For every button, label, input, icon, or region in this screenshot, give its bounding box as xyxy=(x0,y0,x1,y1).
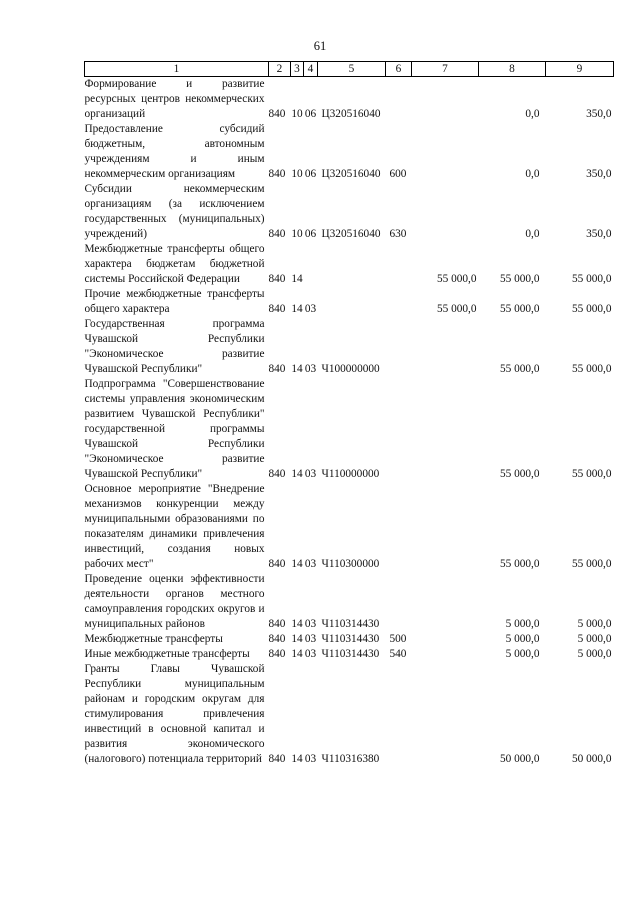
ministry-code: 840 xyxy=(268,648,286,660)
budget-table xyxy=(84,61,614,767)
expense-type-code xyxy=(386,377,412,482)
table-row xyxy=(85,482,614,572)
amount-col-7: 55 000,0 xyxy=(436,273,477,285)
section-code: 14 xyxy=(291,468,303,480)
subsection-code: 03 xyxy=(304,618,317,630)
amount-col-8: 5 000,0 xyxy=(505,618,540,630)
subsection-code: 03 xyxy=(304,753,317,765)
ministry-code: 840 xyxy=(268,558,286,570)
table-row xyxy=(85,317,614,377)
table-row xyxy=(85,122,614,182)
subsection-code: 06 xyxy=(304,108,317,120)
amount-col-8: 55 000,0 xyxy=(499,303,540,315)
table-row xyxy=(85,77,614,123)
expense-type-code xyxy=(386,482,412,572)
section-code: 14 xyxy=(291,558,303,570)
amount-col-9: 50 000,0 xyxy=(571,753,612,765)
column-header: 4 xyxy=(304,62,318,77)
expense-type-code xyxy=(386,242,412,287)
amount-col-7 xyxy=(412,377,479,482)
row-title: Иные межбюджетные трансферты xyxy=(84,648,250,660)
row-title: Субсидии некоммерческим организациям (за исключением государственных (муниципальных) учреждений) xyxy=(84,183,265,240)
target-article-code: Ц320516040 xyxy=(321,228,381,240)
ministry-code: 840 xyxy=(268,633,286,645)
target-article-code: Ц320516040 xyxy=(321,168,381,180)
row-title: Основное мероприятие "Внедрение механизмов конкуренции между муниципальными образованиями по показателям динамики привлечения инвестиций, создания новых рабочих мест" xyxy=(84,483,265,570)
amount-col-7 xyxy=(412,482,479,572)
amount-col-8: 55 000,0 xyxy=(499,273,540,285)
subsection-code xyxy=(304,242,318,287)
section-code: 14 xyxy=(291,363,303,375)
table-row xyxy=(85,182,614,242)
amount-col-8: 55 000,0 xyxy=(499,363,540,375)
table-row xyxy=(85,287,614,317)
section-code: 14 xyxy=(291,618,303,630)
subsection-code: 03 xyxy=(304,633,317,645)
table-row xyxy=(85,662,614,767)
table-row xyxy=(85,632,614,647)
subsection-code: 06 xyxy=(304,168,317,180)
section-code: 10 xyxy=(291,228,303,240)
amount-col-8: 0,0 xyxy=(525,228,540,240)
amount-col-7 xyxy=(412,662,479,767)
ministry-code: 840 xyxy=(268,303,286,315)
amount-col-9: 5 000,0 xyxy=(577,648,612,660)
column-header: 3 xyxy=(291,62,304,77)
section-code: 14 xyxy=(291,273,303,285)
amount-col-7 xyxy=(412,632,479,647)
column-header: 1 xyxy=(85,62,269,77)
amount-col-8: 55 000,0 xyxy=(499,558,540,570)
column-header: 2 xyxy=(269,62,291,77)
target-article-code: Ч110300000 xyxy=(321,558,380,570)
row-title: Прочие межбюджетные трансферты общего характера xyxy=(84,288,265,315)
amount-col-9: 5 000,0 xyxy=(577,618,612,630)
amount-col-9: 350,0 xyxy=(586,108,612,120)
row-title: Предоставление субсидий бюджетным, автономным учреждениям и иным некоммерческим организациям xyxy=(84,123,265,180)
amount-col-9: 55 000,0 xyxy=(571,363,612,375)
target-article-code: Ч110000000 xyxy=(321,468,380,480)
target-article-code: Ц320516040 xyxy=(321,108,381,120)
table-body xyxy=(85,77,614,768)
ministry-code: 840 xyxy=(268,753,286,765)
section-code: 14 xyxy=(291,753,303,765)
target-article-code: Ч110314430 xyxy=(321,648,380,660)
subsection-code: 03 xyxy=(304,363,317,375)
row-title: Проведение оценки эффективности деятельности органов местного самоуправления городских округов и муниципальных районов xyxy=(84,573,265,630)
column-header: 7 xyxy=(412,62,479,77)
section-code: 10 xyxy=(291,168,303,180)
row-title: Государственная программа Чувашской Республики "Экономическое развитие Чувашской Республики" xyxy=(84,318,265,375)
expense-type-code xyxy=(386,317,412,377)
amount-col-7 xyxy=(412,182,479,242)
target-article-code: Ч100000000 xyxy=(321,363,380,375)
row-title: Гранты Главы Чувашской Республики муниципальным районам и городским округам для стимулирования привлечения инвестиций в основной капитал и развития экономического (налогового) потенциала территорий xyxy=(84,663,265,765)
column-header: 6 xyxy=(386,62,412,77)
ministry-code: 840 xyxy=(268,363,286,375)
amount-col-8: 0,0 xyxy=(525,108,540,120)
row-title: Межбюджетные трансферты общего характера бюджетам бюджетной системы Российской Федерации xyxy=(84,243,265,285)
target-article-code xyxy=(318,242,386,287)
section-code: 14 xyxy=(291,648,303,660)
expense-type-code xyxy=(386,662,412,767)
amount-col-9: 5 000,0 xyxy=(577,633,612,645)
expense-type-code: 600 xyxy=(389,168,407,180)
amount-col-9: 55 000,0 xyxy=(571,468,612,480)
subsection-code: 03 xyxy=(304,303,317,315)
amount-col-9: 350,0 xyxy=(586,228,612,240)
ministry-code: 840 xyxy=(268,168,286,180)
row-title: Формирование и развитие ресурсных центров некоммерческих организаций xyxy=(84,78,265,120)
table-row xyxy=(85,242,614,287)
amount-col-7 xyxy=(412,122,479,182)
target-article-code: Ч110314430 xyxy=(321,618,380,630)
expense-type-code xyxy=(386,287,412,317)
amount-col-8: 0,0 xyxy=(525,168,540,180)
amount-col-9: 55 000,0 xyxy=(571,273,612,285)
ministry-code: 840 xyxy=(268,228,286,240)
amount-col-7: 55 000,0 xyxy=(436,303,477,315)
target-article-code xyxy=(318,287,386,317)
target-article-code: Ч110314430 xyxy=(321,633,380,645)
section-code: 14 xyxy=(291,633,303,645)
section-code: 14 xyxy=(291,303,303,315)
amount-col-8: 55 000,0 xyxy=(499,468,540,480)
table-row xyxy=(85,572,614,632)
amount-col-7 xyxy=(412,572,479,632)
subsection-code: 06 xyxy=(304,228,317,240)
header-row xyxy=(85,62,614,77)
expense-type-code xyxy=(386,77,412,123)
subsection-code: 03 xyxy=(304,558,317,570)
page-number: 61 xyxy=(313,39,327,53)
expense-type-code: 500 xyxy=(389,633,407,645)
amount-col-8: 50 000,0 xyxy=(499,753,540,765)
amount-col-7 xyxy=(412,317,479,377)
ministry-code: 840 xyxy=(268,618,286,630)
column-header: 5 xyxy=(318,62,386,77)
ministry-code: 840 xyxy=(268,273,286,285)
amount-col-9: 350,0 xyxy=(586,168,612,180)
expense-type-code: 540 xyxy=(389,648,407,660)
ministry-code: 840 xyxy=(268,468,286,480)
subsection-code: 03 xyxy=(304,468,317,480)
expense-type-code: 630 xyxy=(389,228,407,240)
table-row xyxy=(85,377,614,482)
amount-col-7 xyxy=(412,77,479,123)
row-title: Подпрограмма "Совершенствование системы управления экономическим развитием Чувашской Республики" государственной программы Чувашской Республики "Экономическое развитие Чувашской Республики" xyxy=(84,378,265,480)
amount-col-8: 5 000,0 xyxy=(505,648,540,660)
amount-col-7 xyxy=(412,647,479,662)
section-code: 10 xyxy=(291,108,303,120)
table-row xyxy=(85,647,614,662)
expense-type-code xyxy=(386,572,412,632)
amount-col-9: 55 000,0 xyxy=(571,303,612,315)
column-header: 8 xyxy=(479,62,546,77)
amount-col-9: 55 000,0 xyxy=(571,558,612,570)
column-header: 9 xyxy=(546,62,614,77)
target-article-code: Ч110316380 xyxy=(321,753,380,765)
row-title: Межбюджетные трансферты xyxy=(84,633,223,645)
ministry-code: 840 xyxy=(268,108,286,120)
subsection-code: 03 xyxy=(304,648,317,660)
amount-col-8: 5 000,0 xyxy=(505,633,540,645)
